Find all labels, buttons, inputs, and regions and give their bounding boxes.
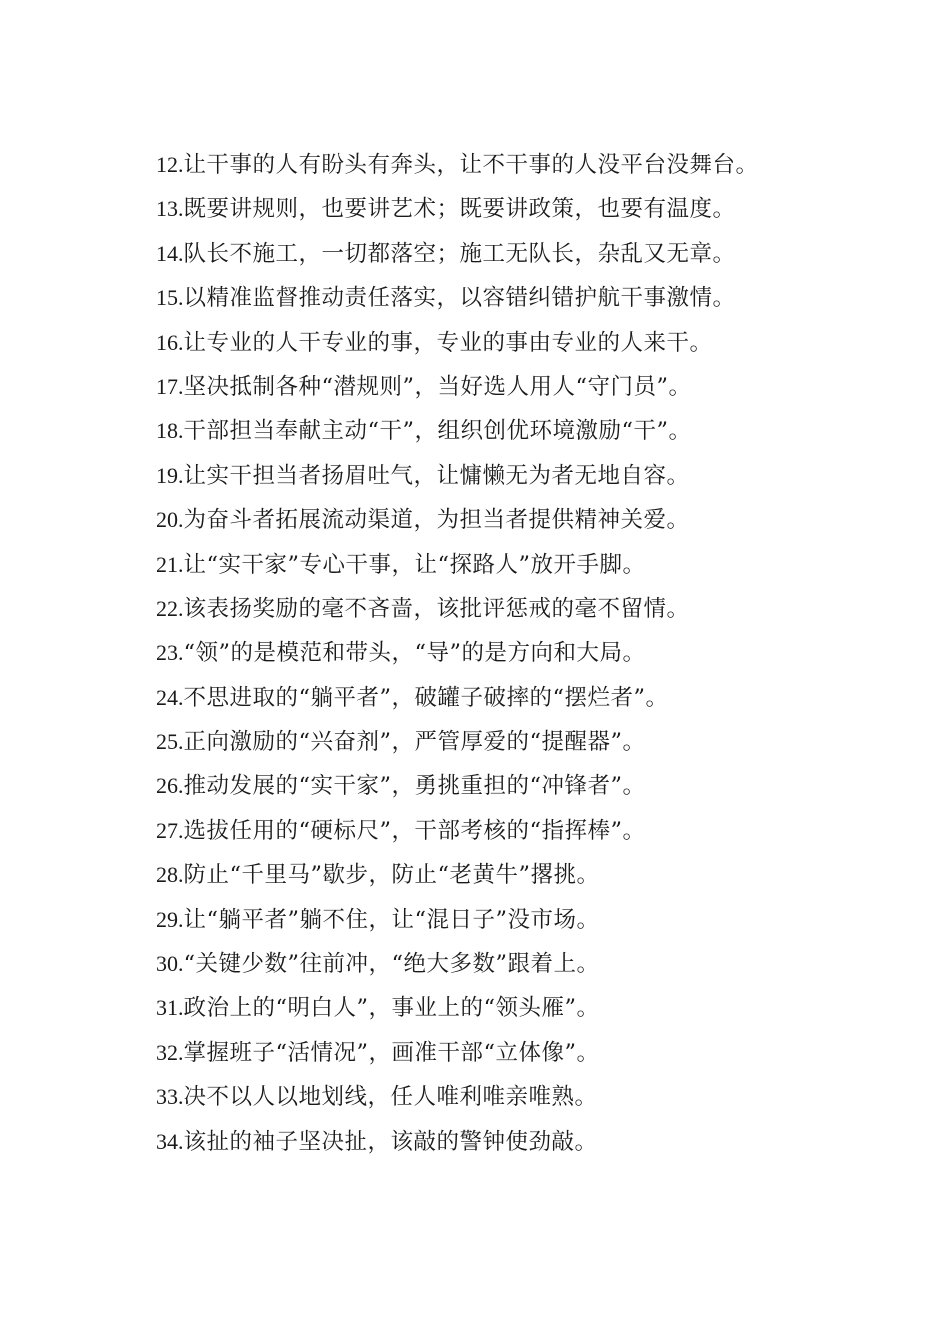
item-number: 12. [156, 152, 184, 177]
list-item [156, 1120, 936, 1164]
item-text: 该表扬奖励的毫不吝啬，该批评惩戒的毫不留情。 [183, 595, 690, 622]
list-item [156, 276, 936, 320]
list-item [156, 809, 936, 853]
item-text: 掌握班子“活情况”，画准干部“立体像”。 [183, 1039, 600, 1066]
item-text: 政治上的“明白人”，事业上的“领头雁”。 [183, 995, 600, 1022]
item-text: 让“躺平者”躺不住，让“混日子”没市场。 [183, 906, 600, 933]
list-item [156, 676, 936, 720]
item-number: 21. [156, 551, 184, 577]
item-number: 28. [156, 862, 184, 888]
item-text: 干部担当奉献主动“干”，组织创优环境激励“干”。 [183, 418, 692, 445]
item-number: 33. [156, 1084, 184, 1110]
list-item [156, 321, 936, 365]
item-text: 决不以人以地划线，任人唯利唯亲唯熟。 [183, 1084, 598, 1111]
item-number: 16. [156, 329, 184, 355]
item-text: 队长不施工，一切都落空；施工无队长，杂乱又无章。 [183, 240, 736, 267]
item-text: 让专业的人干专业的事，专业的事由专业的人来干。 [183, 329, 713, 356]
list-item [156, 764, 936, 808]
item-text: 坚决抵制各种“潜规则”，当好选人用人“守门员”。 [183, 373, 692, 400]
item-number: 17. [156, 373, 184, 399]
list-item [156, 187, 936, 231]
item-number: 24. [156, 684, 184, 710]
item-text: 让实干担当者扬眉吐气，让慵懒无为者无地自容。 [183, 462, 690, 489]
item-number: 30. [156, 951, 184, 977]
item-number: 19. [156, 462, 184, 488]
list-item [156, 365, 936, 409]
list-item [156, 898, 936, 942]
item-text: 为奋斗者拓展流动渠道，为担当者提供精神关爱。 [183, 507, 690, 534]
item-number: 26. [156, 773, 184, 799]
item-number: 13. [156, 196, 184, 222]
item-text: 以精准监督推动责任落实，以容错纠错护航干事激情。 [183, 285, 736, 312]
item-number: 31. [156, 995, 184, 1021]
item-number: 22. [156, 595, 184, 621]
item-text: 让干事的人有盼头有奔头，让不干事的人没平台没舞台。 [183, 152, 759, 178]
list-item [156, 631, 936, 675]
item-text: “关键少数”往前冲，“绝大多数”跟着上。 [183, 951, 600, 978]
list-item [156, 720, 936, 764]
list-item [156, 853, 936, 897]
list-item [156, 143, 936, 187]
item-number: 34. [156, 1128, 184, 1154]
item-number: 25. [156, 729, 184, 755]
item-number: 15. [156, 285, 184, 311]
item-text: 既要讲规则，也要讲艺术；既要讲政策，也要有温度。 [183, 196, 736, 223]
item-number: 27. [156, 817, 184, 843]
list-item [156, 498, 936, 542]
item-number: 14. [156, 240, 184, 266]
list-item [156, 587, 936, 631]
list-item [156, 232, 936, 276]
list-item [156, 1075, 936, 1119]
item-text: “领”的是模范和带头，“导”的是方向和大局。 [183, 640, 646, 667]
item-text: 选拔任用的“硬标尺”，干部考核的“指挥棒”。 [183, 817, 646, 844]
list-item [156, 409, 936, 453]
item-text: 防止“千里马”歇步，防止“老黄牛”撂挑。 [183, 862, 600, 889]
list-item [156, 986, 936, 1030]
numbered-list [156, 143, 936, 1164]
list-item [156, 543, 936, 587]
item-number: 20. [156, 507, 184, 533]
item-text: 正向激励的“兴奋剂”，严管厚爱的“提醒器”。 [183, 729, 646, 756]
list-item [156, 454, 936, 498]
item-text: 让“实干家”专心干事，让“探路人”放开手脚。 [183, 551, 646, 578]
item-text: 推动发展的“实干家”，勇挑重担的“冲锋者”。 [183, 773, 646, 800]
item-text: 不思进取的“躺平者”，破罐子破摔的“摆烂者”。 [183, 684, 669, 711]
item-number: 18. [156, 418, 184, 444]
item-number: 29. [156, 906, 184, 932]
item-number: 23. [156, 640, 184, 666]
list-item [156, 1031, 936, 1075]
item-number: 32. [156, 1039, 184, 1065]
list-item [156, 942, 936, 986]
item-text: 该扯的袖子坚决扯，该敲的警钟使劲敲。 [183, 1128, 598, 1155]
